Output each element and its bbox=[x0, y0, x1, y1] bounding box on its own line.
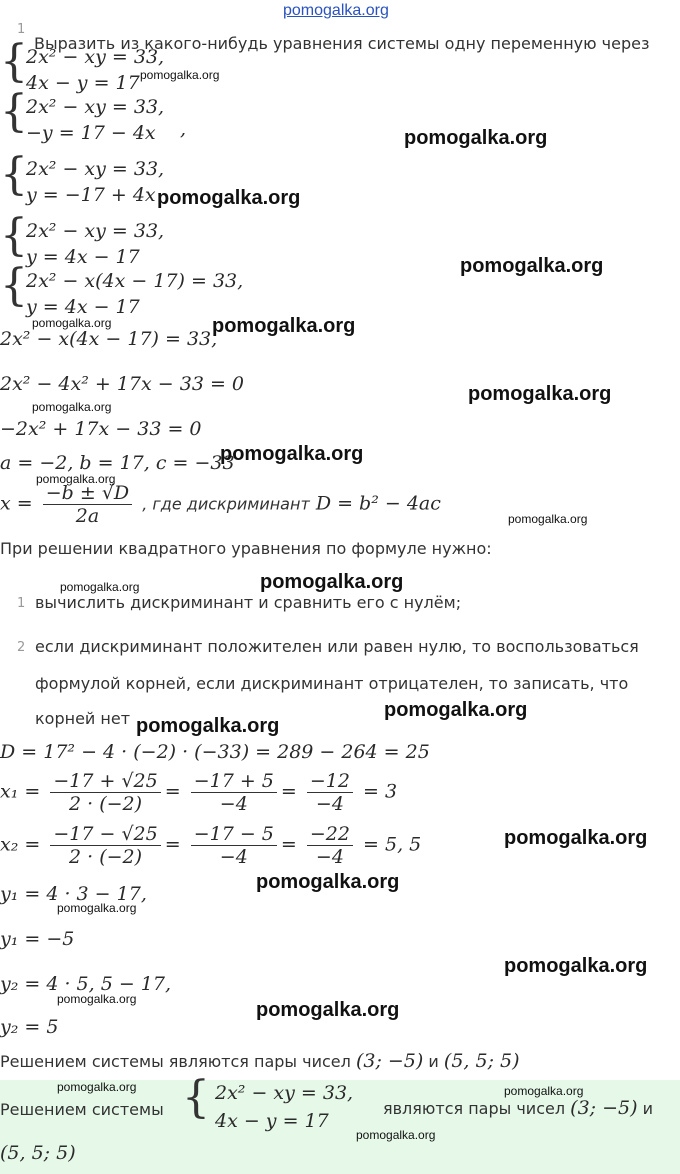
answer-pre: Решением системы bbox=[0, 1100, 164, 1119]
formula-text: , где дискриминант bbox=[142, 494, 310, 514]
watermark: pomogalka.org bbox=[508, 512, 588, 526]
watermark: pomogalka.org bbox=[60, 580, 140, 594]
system-line: 4x − y = 17 bbox=[215, 1110, 329, 1132]
system-line: 2x² − xy = 33, bbox=[26, 96, 165, 118]
system-line: 2x² − xy = 33, bbox=[215, 1082, 354, 1104]
list-number: 1 bbox=[17, 596, 26, 611]
step-number: 1 bbox=[17, 22, 26, 37]
system-brace: { bbox=[0, 149, 28, 200]
watermark: pomogalka.org bbox=[36, 472, 116, 486]
step-text: Выразить из какого-нибудь уравнения системы одну переменную через bbox=[34, 34, 650, 53]
y2-calc: y₂ = 4 · 5, 5 − 17, bbox=[0, 973, 172, 995]
system-line: 4x − y = 17 bbox=[26, 72, 140, 94]
watermark: pomogalka.org bbox=[256, 871, 400, 893]
answer-pair: (5, 5; 5) bbox=[0, 1142, 76, 1164]
system-line: y = 4x − 17 bbox=[26, 296, 140, 318]
watermark: pomogalka.org bbox=[220, 443, 364, 465]
watermark: pomogalka.org bbox=[504, 827, 648, 849]
watermark: pomogalka.org bbox=[57, 992, 137, 1006]
watermark: pomogalka.org bbox=[157, 187, 301, 209]
root-x2: x₂ = $\frac{-17 - √25}{2 \cdot (-2)}$ = $\frac{-17 - 5}{-4}$ = $\frac{-22}{-4}$ = 5, 5 bbox=[0, 823, 422, 868]
watermark: pomogalka.org bbox=[404, 127, 548, 149]
watermark: pomogalka.org bbox=[504, 1084, 584, 1098]
intro-text: При решении квадратного уравнения по формуле нужно: bbox=[0, 539, 492, 558]
watermark-top: pomogalka.org bbox=[283, 2, 389, 19]
equation: 2x² − x(4x − 17) = 33, bbox=[0, 328, 218, 350]
watermark: pomogalka.org bbox=[256, 999, 400, 1021]
equation: a = −2, b = 17, c = −33 bbox=[0, 452, 235, 474]
watermark: pomogalka.org bbox=[136, 715, 280, 737]
system-line: 2x² − xy = 33, bbox=[26, 158, 165, 180]
system-brace: { bbox=[0, 36, 28, 87]
answer-tail: являются пары чисел (3; −5) и bbox=[383, 1097, 654, 1119]
y1-result: y₁ = −5 bbox=[0, 928, 75, 950]
fraction: $\frac{-b \pm √D}{2a}$ bbox=[43, 482, 132, 527]
formula-lhs: x = bbox=[0, 492, 33, 515]
comma: , bbox=[180, 118, 187, 140]
watermark: pomogalka.org bbox=[468, 383, 612, 405]
watermark: pomogalka.org bbox=[356, 1128, 436, 1142]
system-brace: { bbox=[0, 86, 28, 137]
watermark: pomogalka.org bbox=[260, 571, 404, 593]
root-x1: x₁ = $\frac{-17 + √25}{2 \cdot (-2)}$ = $\frac{-17 + 5}{-4}$ = $\frac{-12}{-4}$ = 3 bbox=[0, 770, 398, 815]
answer-line: Решением системы являются пары чисел (3; −5) и (5, 5; 5) bbox=[0, 1050, 520, 1072]
system-brace: { bbox=[0, 260, 28, 311]
system-line: y = 4x − 17 bbox=[26, 246, 140, 268]
discriminant-formula: D = b² − 4ac bbox=[315, 492, 441, 515]
system-brace: { bbox=[182, 1072, 210, 1123]
list-item: если дискриминант положителен или равен нулю, то воспользоваться bbox=[35, 637, 639, 656]
watermark: pomogalka.org bbox=[32, 316, 112, 330]
watermark: pomogalka.org bbox=[504, 955, 648, 977]
y2-result: y₂ = 5 bbox=[0, 1016, 59, 1038]
system-line: 2x² − x(4x − 17) = 33, bbox=[26, 270, 244, 292]
list-number: 2 bbox=[17, 640, 26, 655]
y1-calc: y₁ = 4 · 3 − 17, bbox=[0, 883, 147, 905]
watermark: pomogalka.org bbox=[384, 699, 528, 721]
root-formula bbox=[0, 482, 441, 527]
system-line: 2x² − xy = 33, bbox=[26, 220, 165, 242]
equation: −2x² + 17x − 33 = 0 bbox=[0, 418, 202, 440]
system-line: 2x² − xy = 33, bbox=[26, 46, 165, 68]
watermark: pomogalka.org bbox=[460, 255, 604, 277]
discriminant-calc: D = 17² − 4 · (−2) · (−33) = 289 − 264 = 25 bbox=[0, 741, 430, 763]
system-brace: { bbox=[0, 210, 28, 261]
watermark: pomogalka.org bbox=[140, 68, 220, 82]
list-item: формулой корней, если дискриминант отрицателен, то записать, что bbox=[35, 674, 629, 693]
watermark: pomogalka.org bbox=[57, 1080, 137, 1094]
list-item: корней нет bbox=[35, 709, 131, 728]
system-line: y = −17 + 4x bbox=[26, 184, 156, 206]
watermark: pomogalka.org bbox=[32, 400, 112, 414]
equation: 2x² − 4x² + 17x − 33 = 0 bbox=[0, 373, 244, 395]
watermark: pomogalka.org bbox=[212, 315, 356, 337]
system-line: −y = 17 − 4x bbox=[26, 122, 156, 144]
watermark: pomogalka.org bbox=[57, 901, 137, 915]
list-item: вычислить дискриминант и сравнить его с нулём; bbox=[35, 593, 462, 612]
